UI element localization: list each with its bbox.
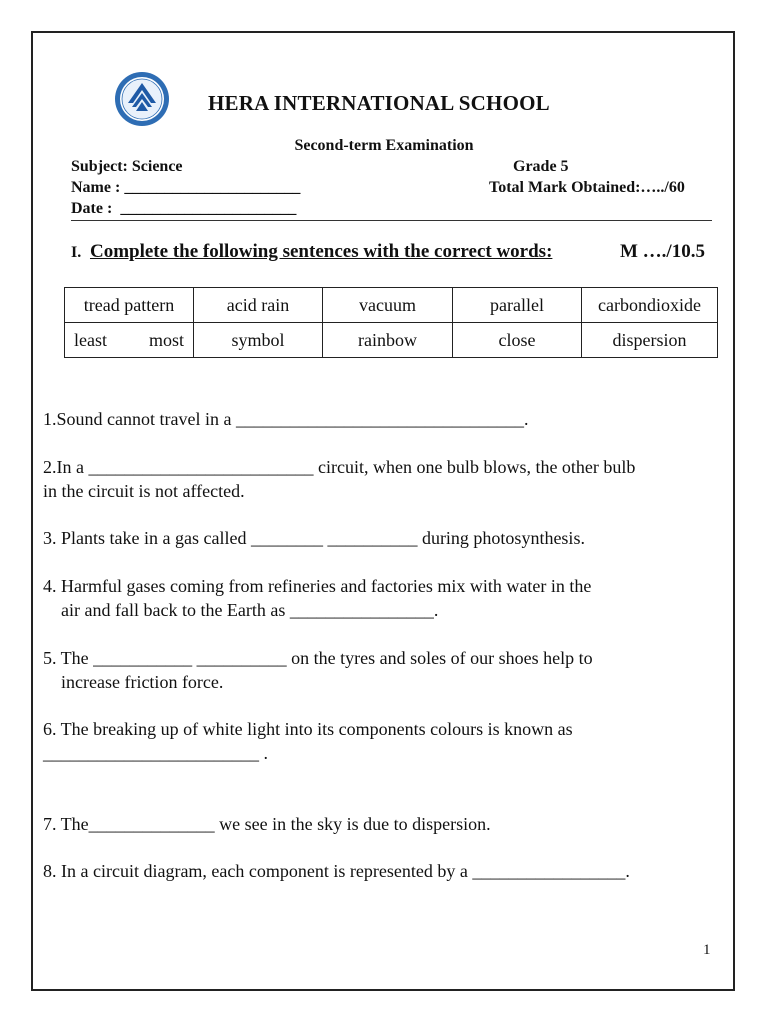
- question-1: 1.Sound cannot travel in a ________________________________.: [43, 409, 529, 429]
- question-3: 3. Plants take in a gas called ________ __________ during photosynthesis.: [43, 528, 585, 548]
- word-bank-cell: parallel: [453, 288, 582, 323]
- question-4: 4. Harmful gases coming from refineries and factories mix with water in the: [43, 576, 592, 596]
- date-field: Date : ______________________: [71, 200, 297, 217]
- word-bank-cell: symbol: [194, 323, 323, 358]
- question-4-continued: air and fall back to the Earth as ________________.: [43, 600, 439, 620]
- word-bank-cell: rainbow: [323, 323, 453, 358]
- question-6: 6. The breaking up of white light into its components colours is known as: [43, 719, 573, 739]
- question-5: 5. The ___________ __________ on the tyres and soles of our shoes help to: [43, 648, 593, 668]
- section-instruction: Complete the following sentences with the correct words:: [89, 241, 553, 262]
- word-bank-row: [65, 323, 718, 358]
- word-bank-cell: acid rain: [194, 288, 323, 323]
- question-2: 2.In a _________________________ circuit, when one bulb blows, the other bulb: [43, 457, 636, 477]
- question-7: 7. The______________ we see in the sky is due to dispersion.: [43, 814, 491, 834]
- question-8: 8. In a circuit diagram, each component is represented by a _________________.: [43, 861, 630, 881]
- school-name: HERA INTERNATIONAL SCHOOL: [208, 91, 550, 115]
- grade-label: Grade 5: [513, 158, 569, 175]
- word-bank-word: least: [74, 329, 107, 350]
- word-bank-cell: vacuum: [323, 288, 453, 323]
- question-6-continued: ________________________ .: [43, 743, 268, 763]
- school-logo: [114, 71, 170, 127]
- question-2-continued: in the circuit is not affected.: [43, 481, 245, 501]
- exam-title: Second-term Examination: [294, 137, 474, 154]
- total-mark-field: Total Mark Obtained:…../60: [489, 179, 685, 196]
- word-bank-cell: carbondioxide: [582, 288, 718, 323]
- word-bank-cell: dispersion: [582, 323, 718, 358]
- section-title: [71, 241, 552, 263]
- word-bank-table: [64, 287, 718, 358]
- word-bank-word: most: [148, 329, 184, 350]
- header-divider: [71, 220, 712, 221]
- subject-label: Subject: Science: [71, 158, 183, 175]
- name-field: Name : ______________________: [71, 179, 301, 196]
- section-number: I.: [71, 244, 82, 261]
- question-5-continued: increase friction force.: [43, 672, 224, 692]
- word-bank-cell: close: [453, 323, 582, 358]
- word-bank-cell: tread pattern: [65, 288, 194, 323]
- section-marks: M …./10.5: [620, 241, 705, 262]
- word-bank-row: [65, 288, 718, 323]
- page-number: 1: [703, 942, 711, 958]
- word-bank-cell: [65, 323, 194, 358]
